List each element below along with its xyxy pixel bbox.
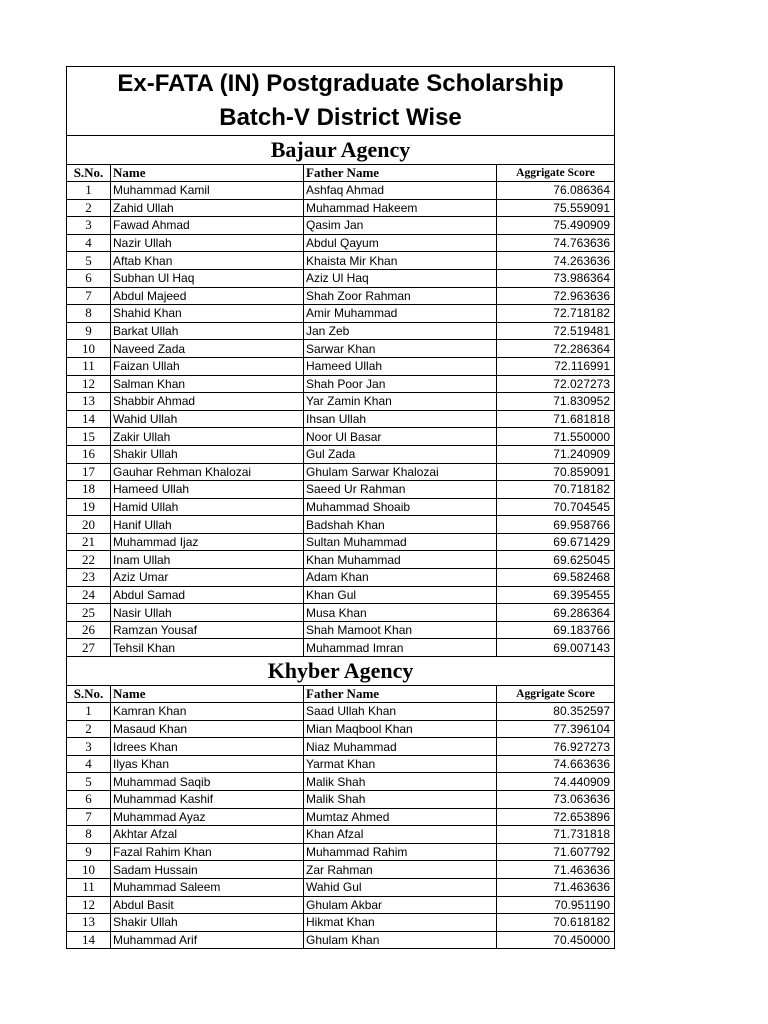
table-row <box>67 826 615 844</box>
table-body <box>67 67 615 949</box>
table-row <box>67 357 615 375</box>
row-name: Zahid Ullah <box>111 199 304 217</box>
row-sno: 27 <box>67 639 111 657</box>
row-sno: 8 <box>67 826 111 844</box>
row-father-name: Ashfaq Ahmad <box>304 182 497 200</box>
row-sno: 22 <box>67 551 111 569</box>
table-row <box>67 896 615 914</box>
row-name: Hamid Ullah <box>111 498 304 516</box>
row-father-name: Yarmat Khan <box>304 755 497 773</box>
row-name: Abdul Samad <box>111 586 304 604</box>
row-sno: 2 <box>67 199 111 217</box>
row-score: 80.352597 <box>497 703 615 721</box>
row-father-name: Malik Shah <box>304 773 497 791</box>
table-row <box>67 516 615 534</box>
row-score: 69.395455 <box>497 586 615 604</box>
row-score: 76.927273 <box>497 738 615 756</box>
row-score: 71.681818 <box>497 410 615 428</box>
row-sno: 18 <box>67 481 111 499</box>
row-score: 70.859091 <box>497 463 615 481</box>
table-row <box>67 791 615 809</box>
table-row <box>67 182 615 200</box>
row-father-name: Wahid Gul <box>304 878 497 896</box>
row-name: Nazir Ullah <box>111 234 304 252</box>
row-sno: 3 <box>67 217 111 235</box>
row-sno: 7 <box>67 287 111 305</box>
row-sno: 12 <box>67 375 111 393</box>
row-score: 72.718182 <box>497 305 615 323</box>
row-name: Shabbir Ahmad <box>111 393 304 411</box>
row-name: Abdul Majeed <box>111 287 304 305</box>
table-row <box>67 533 615 551</box>
row-score: 74.263636 <box>497 252 615 270</box>
row-father-name: Ihsan Ullah <box>304 410 497 428</box>
row-sno: 8 <box>67 305 111 323</box>
row-name: Shakir Ullah <box>111 445 304 463</box>
table-row <box>67 551 615 569</box>
row-father-name: Ghulam Akbar <box>304 896 497 914</box>
row-score: 73.063636 <box>497 791 615 809</box>
row-name: Kamran Khan <box>111 703 304 721</box>
column-header-name: Name <box>111 686 304 703</box>
row-score: 72.286364 <box>497 340 615 358</box>
row-father-name: Jan Zeb <box>304 322 497 340</box>
table-row <box>67 252 615 270</box>
column-header-sno: S.No. <box>67 686 111 703</box>
row-name: Nasir Ullah <box>111 604 304 622</box>
row-father-name: Badshah Khan <box>304 516 497 534</box>
row-name: Tehsil Khan <box>111 639 304 657</box>
row-name: Hameed Ullah <box>111 481 304 499</box>
row-sno: 14 <box>67 410 111 428</box>
row-name: Inam Ullah <box>111 551 304 569</box>
row-father-name: Muhammad Rahim <box>304 843 497 861</box>
table-row <box>67 808 615 826</box>
row-sno: 11 <box>67 357 111 375</box>
table-row <box>67 931 615 949</box>
row-score: 70.618182 <box>497 914 615 932</box>
row-score: 74.763636 <box>497 234 615 252</box>
row-score: 74.663636 <box>497 755 615 773</box>
row-name: Naveed Zada <box>111 340 304 358</box>
row-father-name: Yar Zamin Khan <box>304 393 497 411</box>
row-father-name: Zar Rahman <box>304 861 497 879</box>
row-father-name: Mian Maqbool Khan <box>304 720 497 738</box>
title-row <box>67 67 615 136</box>
row-score: 71.550000 <box>497 428 615 446</box>
row-name: Akhtar Afzal <box>111 826 304 844</box>
table-row <box>67 375 615 393</box>
row-sno: 25 <box>67 604 111 622</box>
row-father-name: Hameed Ullah <box>304 357 497 375</box>
agency-heading-row <box>67 136 615 165</box>
row-score: 69.007143 <box>497 639 615 657</box>
row-score: 74.440909 <box>497 773 615 791</box>
row-sno: 12 <box>67 896 111 914</box>
row-name: Muhammad Kamil <box>111 182 304 200</box>
row-sno: 23 <box>67 569 111 587</box>
row-score: 69.625045 <box>497 551 615 569</box>
title-line-2: Batch-V District Wise <box>219 104 462 131</box>
row-father-name: Sultan Muhammad <box>304 533 497 551</box>
row-sno: 13 <box>67 393 111 411</box>
table-row <box>67 481 615 499</box>
row-name: Muhammad Ijaz <box>111 533 304 551</box>
row-father-name: Malik Shah <box>304 791 497 809</box>
table-row <box>67 445 615 463</box>
row-name: Ilyas Khan <box>111 755 304 773</box>
row-father-name: Mumtaz Ahmed <box>304 808 497 826</box>
row-father-name: Shah Mamoot Khan <box>304 621 497 639</box>
row-sno: 19 <box>67 498 111 516</box>
table-row <box>67 410 615 428</box>
row-score: 72.519481 <box>497 322 615 340</box>
title-line-1: Ex-FATA (IN) Postgraduate Scholarship <box>117 70 564 97</box>
row-sno: 6 <box>67 791 111 809</box>
table-row <box>67 305 615 323</box>
row-name: Sadam Hussain <box>111 861 304 879</box>
row-father-name: Saad Ullah Khan <box>304 703 497 721</box>
row-sno: 5 <box>67 773 111 791</box>
row-score: 71.240909 <box>497 445 615 463</box>
table-row <box>67 463 615 481</box>
row-name: Muhammad Arif <box>111 931 304 949</box>
row-name: Fawad Ahmad <box>111 217 304 235</box>
table-row <box>67 639 615 657</box>
row-sno: 7 <box>67 808 111 826</box>
row-name: Idrees Khan <box>111 738 304 756</box>
row-score: 71.731818 <box>497 826 615 844</box>
table-row <box>67 393 615 411</box>
row-sno: 1 <box>67 703 111 721</box>
row-sno: 20 <box>67 516 111 534</box>
row-father-name: Muhammad Hakeem <box>304 199 497 217</box>
row-sno: 21 <box>67 533 111 551</box>
row-name: Zakir Ullah <box>111 428 304 446</box>
row-father-name: Abdul Qayum <box>304 234 497 252</box>
column-header-father-name: Father Name <box>304 165 497 182</box>
row-father-name: Shah Zoor Rahman <box>304 287 497 305</box>
row-sno: 3 <box>67 738 111 756</box>
row-score: 69.671429 <box>497 533 615 551</box>
row-sno: 1 <box>67 182 111 200</box>
row-sno: 26 <box>67 621 111 639</box>
table-row <box>67 738 615 756</box>
row-score: 72.653896 <box>497 808 615 826</box>
document-title <box>67 67 615 136</box>
row-name: Muhammad Saqib <box>111 773 304 791</box>
row-score: 72.116991 <box>497 357 615 375</box>
row-sno: 10 <box>67 340 111 358</box>
row-score: 69.183766 <box>497 621 615 639</box>
row-score: 75.490909 <box>497 217 615 235</box>
row-father-name: Ghulam Khan <box>304 931 497 949</box>
row-score: 71.830952 <box>497 393 615 411</box>
table-row <box>67 217 615 235</box>
table-row <box>67 621 615 639</box>
row-score: 69.286364 <box>497 604 615 622</box>
column-header-father-name: Father Name <box>304 686 497 703</box>
agency-title: Bajaur Agency <box>67 136 615 165</box>
table-row <box>67 878 615 896</box>
row-name: Shahid Khan <box>111 305 304 323</box>
row-score: 73.986364 <box>497 269 615 287</box>
row-father-name: Niaz Muhammad <box>304 738 497 756</box>
row-father-name: Muhammad Imran <box>304 639 497 657</box>
row-score: 70.951190 <box>497 896 615 914</box>
row-name: Muhammad Saleem <box>111 878 304 896</box>
row-name: Wahid Ullah <box>111 410 304 428</box>
row-sno: 6 <box>67 269 111 287</box>
table-row <box>67 720 615 738</box>
table-row <box>67 843 615 861</box>
row-name: Faizan Ullah <box>111 357 304 375</box>
row-sno: 4 <box>67 755 111 773</box>
row-name: Muhammad Kashif <box>111 791 304 809</box>
row-score: 72.027273 <box>497 375 615 393</box>
table-row <box>67 861 615 879</box>
row-score: 71.607792 <box>497 843 615 861</box>
row-sno: 11 <box>67 878 111 896</box>
table-row <box>67 269 615 287</box>
row-father-name: Aziz Ul Haq <box>304 269 497 287</box>
row-score: 72.963636 <box>497 287 615 305</box>
row-father-name: Ghulam Sarwar Khalozai <box>304 463 497 481</box>
row-sno: 13 <box>67 914 111 932</box>
row-father-name: Gul Zada <box>304 445 497 463</box>
row-name: Salman Khan <box>111 375 304 393</box>
row-father-name: Khan Gul <box>304 586 497 604</box>
row-name: Muhammad Ayaz <box>111 808 304 826</box>
row-father-name: Muhammad Shoaib <box>304 498 497 516</box>
table-row <box>67 428 615 446</box>
row-sno: 9 <box>67 322 111 340</box>
row-score: 69.582468 <box>497 569 615 587</box>
row-name: Shakir Ullah <box>111 914 304 932</box>
row-sno: 24 <box>67 586 111 604</box>
row-score: 70.704545 <box>497 498 615 516</box>
scholarship-table <box>66 66 615 949</box>
row-name: Hanif Ullah <box>111 516 304 534</box>
row-father-name: Qasim Jan <box>304 217 497 235</box>
row-sno: 4 <box>67 234 111 252</box>
table-row <box>67 234 615 252</box>
row-sno: 2 <box>67 720 111 738</box>
row-name: Ramzan Yousaf <box>111 621 304 639</box>
row-score: 71.463636 <box>497 861 615 879</box>
row-name: Gauhar Rehman Khalozai <box>111 463 304 481</box>
column-header-score: Aggrigate Score <box>497 165 615 182</box>
row-name: Barkat Ullah <box>111 322 304 340</box>
row-sno: 10 <box>67 861 111 879</box>
row-name: Aftab Khan <box>111 252 304 270</box>
table-row <box>67 199 615 217</box>
row-name: Abdul Basit <box>111 896 304 914</box>
row-score: 77.396104 <box>497 720 615 738</box>
row-sno: 14 <box>67 931 111 949</box>
table-row <box>67 755 615 773</box>
row-score: 70.718182 <box>497 481 615 499</box>
column-header-score: Aggrigate Score <box>497 686 615 703</box>
row-score: 71.463636 <box>497 878 615 896</box>
column-header-sno: S.No. <box>67 165 111 182</box>
row-father-name: Khan Muhammad <box>304 551 497 569</box>
table-row <box>67 604 615 622</box>
row-name: Fazal Rahim Khan <box>111 843 304 861</box>
row-score: 76.086364 <box>497 182 615 200</box>
row-sno: 5 <box>67 252 111 270</box>
column-header-name: Name <box>111 165 304 182</box>
row-father-name: Sarwar Khan <box>304 340 497 358</box>
table-row <box>67 914 615 932</box>
row-father-name: Hikmat Khan <box>304 914 497 932</box>
row-sno: 15 <box>67 428 111 446</box>
row-sno: 16 <box>67 445 111 463</box>
row-father-name: Adam Khan <box>304 569 497 587</box>
column-header-row <box>67 686 615 703</box>
row-father-name: Shah Poor Jan <box>304 375 497 393</box>
table-row <box>67 498 615 516</box>
row-sno: 9 <box>67 843 111 861</box>
table-row <box>67 773 615 791</box>
table-row <box>67 703 615 721</box>
row-name: Aziz Umar <box>111 569 304 587</box>
row-father-name: Amir Muhammad <box>304 305 497 323</box>
table-row <box>67 322 615 340</box>
table-row <box>67 586 615 604</box>
table-row <box>67 287 615 305</box>
row-name: Subhan Ul Haq <box>111 269 304 287</box>
table-row <box>67 340 615 358</box>
row-sno: 17 <box>67 463 111 481</box>
row-score: 69.958766 <box>497 516 615 534</box>
agency-heading-row <box>67 657 615 686</box>
agency-title: Khyber Agency <box>67 657 615 686</box>
row-father-name: Noor Ul Basar <box>304 428 497 446</box>
row-father-name: Musa Khan <box>304 604 497 622</box>
row-father-name: Saeed Ur Rahman <box>304 481 497 499</box>
column-header-row <box>67 165 615 182</box>
row-father-name: Khan Afzal <box>304 826 497 844</box>
row-score: 75.559091 <box>497 199 615 217</box>
row-score: 70.450000 <box>497 931 615 949</box>
table-row <box>67 569 615 587</box>
row-father-name: Khaista Mir Khan <box>304 252 497 270</box>
row-name: Masaud Khan <box>111 720 304 738</box>
